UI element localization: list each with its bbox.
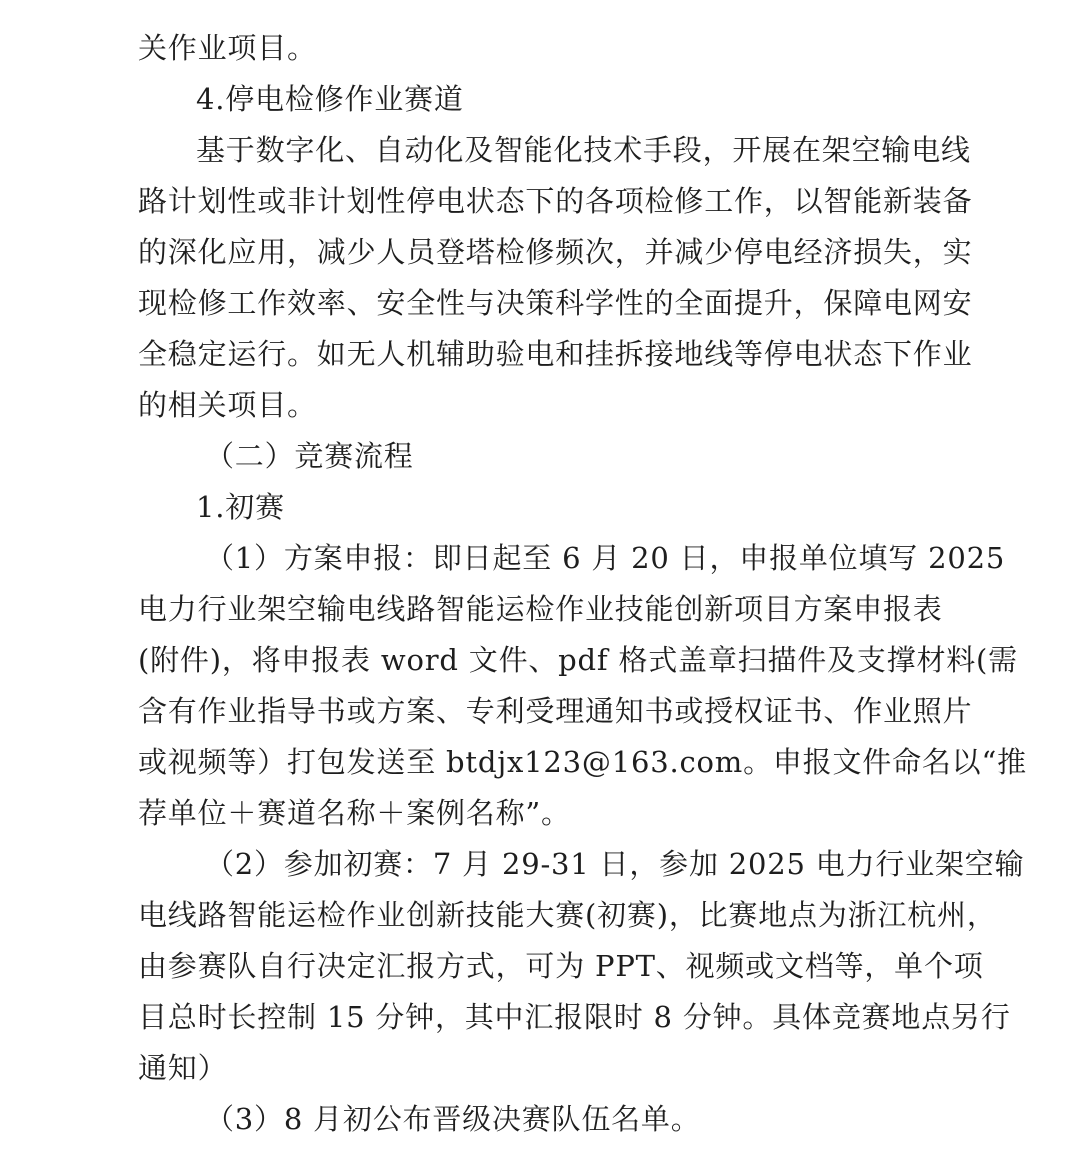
body-text-line: 现检修工作效率、安全性与决策科学性的全面提升，保障电网安	[138, 286, 973, 320]
body-text-line: 含有作业指导书或方案、专利受理通知书或授权证书、作业照片	[138, 694, 973, 728]
body-text-line: 或视频等）打包发送至 btdjx123@163.com。申报文件命名以“推	[138, 745, 1027, 779]
body-text-line: 的深化应用，减少人员登塔检修频次，并减少停电经济损失，实	[138, 235, 973, 269]
body-text-line: 的相关项目。	[138, 388, 317, 422]
body-text-line: （1）方案申报：即日起至 6 月 20 日，申报单位填写 2025	[205, 541, 1006, 575]
body-text-line: (附件)，将申报表 word 文件、pdf 格式盖章扫描件及支撑材料(需	[138, 643, 1018, 677]
body-text-line: 路计划性或非计划性停电状态下的各项检修工作，以智能新装备	[138, 184, 973, 218]
body-text-line: （3）8 月初公布晋级决赛队伍名单。	[205, 1102, 701, 1136]
section-heading: （二）竞赛流程	[205, 439, 414, 473]
body-text-line: 全稳定运行。如无人机辅助验电和挂拆接地线等停电状态下作业	[138, 337, 973, 371]
body-text-line: 基于数字化、自动化及智能化技术手段，开展在架空输电线	[196, 133, 971, 167]
body-text-line: 通知）	[138, 1051, 228, 1085]
body-text-line: 荐单位＋赛道名称＋案例名称”。	[138, 796, 571, 830]
body-text-line: 目总时长控制 15 分钟，其中汇报限时 8 分钟。具体竞赛地点另行	[138, 1000, 1011, 1034]
subsection-heading: 1.初赛	[196, 490, 285, 524]
body-text-line: 关作业项目。	[138, 31, 317, 65]
section-heading: 4.停电检修作业赛道	[196, 82, 464, 116]
body-text-line: 电线路智能运检作业创新技能大赛(初赛)，比赛地点为浙江杭州，	[138, 898, 997, 932]
body-text-line: 由参赛队自行决定汇报方式，可为 PPT、视频或文档等，单个项	[138, 949, 984, 983]
body-text-line: （2）参加初赛：7 月 29-31 日，参加 2025 电力行业架空输	[205, 847, 1025, 881]
body-text-line: 电力行业架空输电线路智能运检作业技能创新项目方案申报表	[138, 592, 943, 626]
